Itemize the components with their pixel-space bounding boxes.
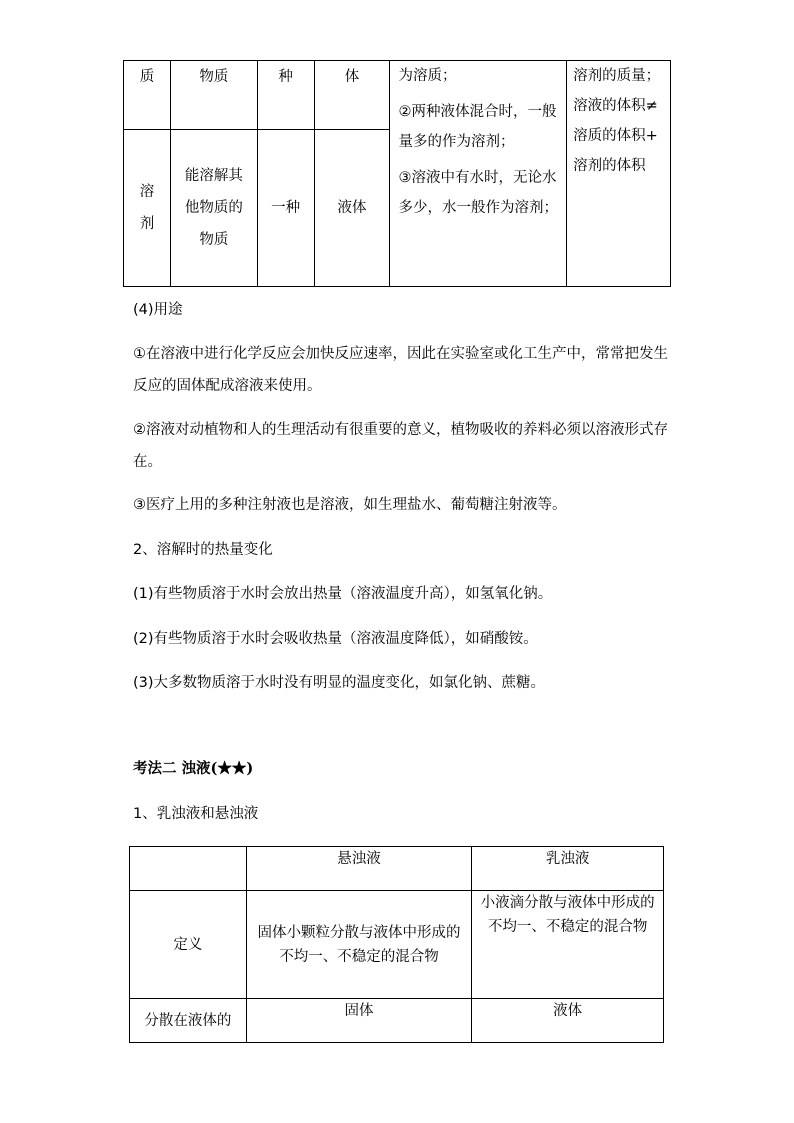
uses-item-3: ③医疗上用的多种注射液也是溶液，如生理盐水、葡萄糖注射液等。 bbox=[133, 497, 567, 513]
uses-item-1: ①在溶液中进行化学反应会加快反应速率，因此在实验室或化工生产中，常常把发生反应的固体配成溶液来使用。 bbox=[133, 346, 668, 394]
cell-r1-c4: 体 bbox=[314, 61, 390, 130]
note-line: ③溶液中有水时，无论水多少，水一般作为溶剂； bbox=[398, 170, 558, 216]
heat-item-2: (2)有些物质溶于水时会吸收热量（溶液温度降低），如硝酸铵。 bbox=[133, 631, 538, 647]
note-line: ②两种液体混合时，一般量多的作为溶剂； bbox=[398, 104, 557, 150]
solvent-substance: 能溶解其 他物质的 物质 bbox=[170, 130, 257, 287]
definition-emulsion: 小液滴分散与液体中形成的不均一、不稳定的混合物 bbox=[472, 891, 664, 999]
dispersed-label: 分散在液体的 bbox=[130, 999, 247, 1043]
heat-title: 2、溶解时的热量变化 bbox=[133, 542, 273, 558]
relation-line: 溶剂的体积 bbox=[573, 158, 646, 174]
solution-components-table bbox=[123, 60, 671, 287]
section-heading: 考法二 浊液(★★) bbox=[133, 760, 254, 777]
uses-title: (4)用途 bbox=[133, 302, 183, 318]
definition-label: 定义 bbox=[130, 891, 247, 999]
relation-line: 溶液的体积≠ bbox=[573, 98, 658, 114]
dispersed-suspension: 固体 bbox=[246, 999, 472, 1043]
definition-suspension: 固体小颗粒分散与液体中形成的不均一、不稳定的混合物 bbox=[246, 891, 472, 999]
header-suspension: 悬浊液 bbox=[246, 847, 472, 891]
solvent-label: 溶 剂 bbox=[124, 130, 171, 287]
heat-item-3: (3)大多数物质溶于水时没有明显的温度变化，如氯化钠、蔗糖。 bbox=[133, 675, 546, 691]
solvent-state: 液体 bbox=[314, 130, 390, 287]
relation-line: 溶质的体积+ bbox=[573, 128, 658, 144]
header-emulsion: 乳浊液 bbox=[472, 847, 664, 891]
notes-cell bbox=[390, 61, 567, 287]
cell-r1-c2: 物质 bbox=[170, 61, 257, 130]
relation-cell bbox=[567, 61, 671, 287]
relation-line: 溶剂的质量； bbox=[573, 68, 661, 84]
header-empty bbox=[130, 847, 247, 891]
heat-item-1: (1)有些物质溶于水时会放出热量（溶液温度升高），如氢氧化钠。 bbox=[133, 586, 553, 602]
dispersed-emulsion: 液体 bbox=[472, 999, 664, 1043]
note-line: 为溶质； bbox=[398, 68, 457, 84]
section-subtitle: 1、乳浊液和悬浊液 bbox=[133, 806, 259, 822]
cell-r1-c1: 质 bbox=[124, 61, 171, 130]
suspension-emulsion-table bbox=[129, 846, 664, 1043]
solvent-count: 一种 bbox=[257, 130, 314, 287]
uses-item-2: ②溶液对动植物和人的生理活动有很重要的意义，植物吸收的养料必须以溶液形式存在。 bbox=[133, 422, 668, 470]
cell-r1-c3: 种 bbox=[257, 61, 314, 130]
